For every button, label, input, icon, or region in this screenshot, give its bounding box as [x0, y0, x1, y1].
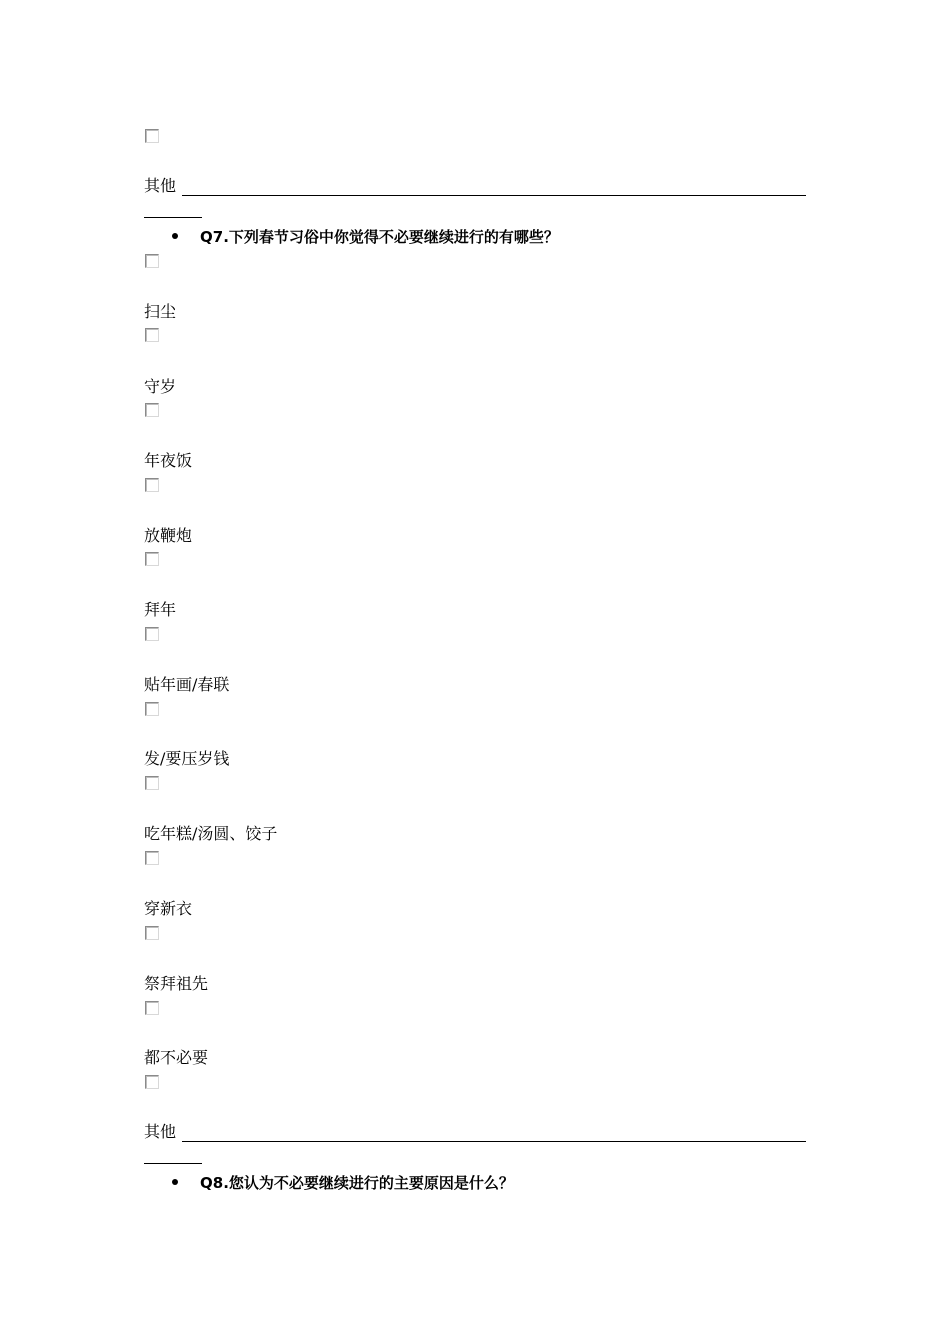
option-checkbox[interactable] — [145, 478, 159, 492]
other-checkbox-prev[interactable] — [145, 129, 159, 143]
option-checkbox[interactable] — [145, 552, 159, 566]
option-label: 放鞭炮 — [144, 526, 193, 545]
option-checkbox[interactable] — [145, 254, 159, 268]
other-text-input[interactable] — [182, 1122, 806, 1142]
option-label: 都不必要 — [144, 1048, 209, 1067]
option-label: 吃年糕/汤圆、饺子 — [144, 824, 278, 843]
other-text-input-prev-wrap[interactable] — [144, 200, 202, 218]
bullet-icon — [172, 1179, 178, 1185]
option-checkbox[interactable] — [145, 403, 159, 417]
option-label: 扫尘 — [144, 302, 177, 321]
option-checkbox[interactable] — [145, 702, 159, 716]
option-label: 年夜饭 — [144, 451, 193, 470]
other-text-input-prev[interactable] — [182, 176, 806, 196]
other-text-input-wrap[interactable] — [144, 1146, 202, 1164]
question-q8-title: Q8.您认为不必要继续进行的主要原因是什么？ — [200, 1174, 514, 1192]
option-checkbox[interactable] — [145, 1001, 159, 1015]
option-label: 守岁 — [144, 377, 177, 396]
option-label: 拜年 — [144, 600, 177, 619]
question-q8 — [172, 1173, 514, 1193]
option-label: 贴年画/春联 — [144, 675, 230, 694]
option-checkbox[interactable] — [145, 776, 159, 790]
option-label-other: 其他 — [144, 1122, 177, 1141]
question-q7-title: Q7.下列春节习俗中你觉得不必要继续进行的有哪些？ — [200, 228, 559, 246]
other-label-prev: 其他 — [144, 176, 177, 195]
option-checkbox[interactable] — [145, 926, 159, 940]
question-q7 — [172, 227, 559, 247]
option-checkbox[interactable] — [145, 328, 159, 342]
option-checkbox[interactable] — [145, 851, 159, 865]
option-label: 穿新衣 — [144, 899, 193, 918]
option-label: 祭拜祖先 — [144, 974, 209, 993]
option-label: 发/要压岁钱 — [144, 749, 230, 768]
option-checkbox-other[interactable] — [145, 1075, 159, 1089]
bullet-icon — [172, 233, 178, 239]
option-checkbox[interactable] — [145, 627, 159, 641]
